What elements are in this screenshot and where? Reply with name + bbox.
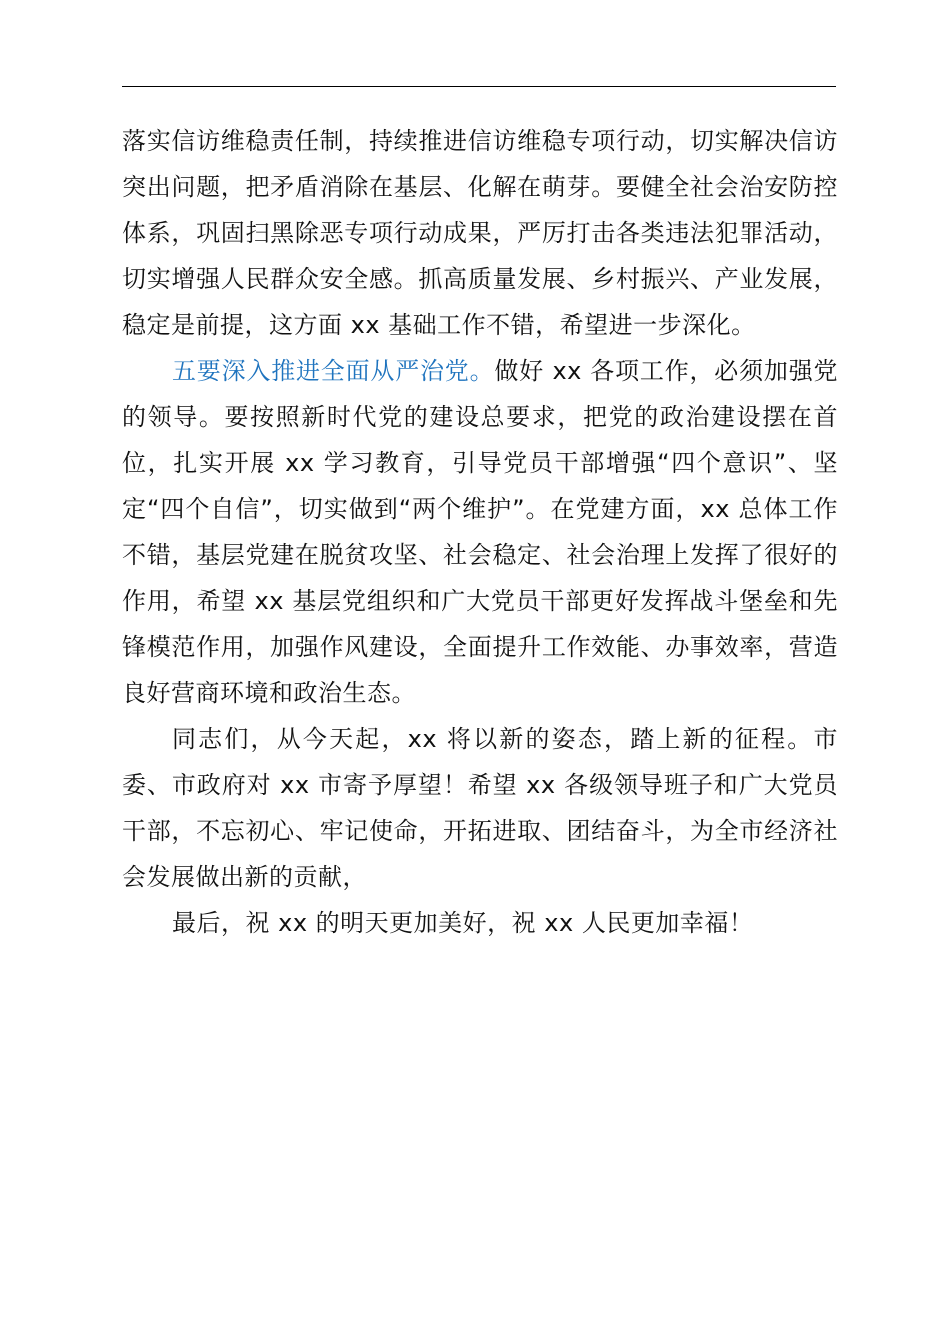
header-rule	[122, 86, 836, 87]
paragraph-1	[122, 118, 838, 348]
paragraph-4	[122, 900, 838, 946]
paragraph-2	[122, 348, 838, 716]
document-body	[122, 118, 838, 946]
paragraph-1-text: 落实信访维稳责任制，持续推进信访维稳专项行动，切实解决信访突出问题，把矛盾消除在基层、化解在萌芽。要健全社会治安防控体系，巩固扫黑除恶专项行动成果，严厉打击各类违法犯罪活动，切实增强人民群众安全感。抓高质量发展、乡村振兴、产业发展，稳定是前提，这方面 xx 基础工作不错，希望进一步深化。	[122, 127, 838, 339]
paragraph-3-text: 同志们，从今天起，xx 将以新的姿态，踏上新的征程。市委、市政府对 xx 市寄予厚望！希望 xx 各级领导班子和广大党员干部，不忘初心、牢记使命，开拓进取、团结奋斗，为全市经济社会发展做出新的贡献，	[122, 725, 838, 891]
paragraph-4-text: 最后，祝 xx 的明天更加美好，祝 xx 人民更加幸福！	[172, 909, 754, 937]
section-heading-five: 五要深入推进全面从严治党。	[172, 357, 495, 385]
paragraph-3	[122, 716, 838, 900]
paragraph-2-text: 做好 xx 各项工作，必须加强党的领导。要按照新时代党的建设总要求，把党的政治建设摆在首位，扎实开展 xx 学习教育，引导党员干部增强“四个意识”、坚定“四个自信”，切实做到“两个维护”。在党建方面，xx 总体工作不错，基层党建在脱贫攻坚、社会稳定、社会治理上发挥了很好的作用，希望 xx 基层党组织和广大党员干部更好发挥战斗堡垒和先锋模范作用，加强作风建设，全面提升工作效能、办事效率，营造良好营商环境和政治生态。	[122, 357, 838, 707]
